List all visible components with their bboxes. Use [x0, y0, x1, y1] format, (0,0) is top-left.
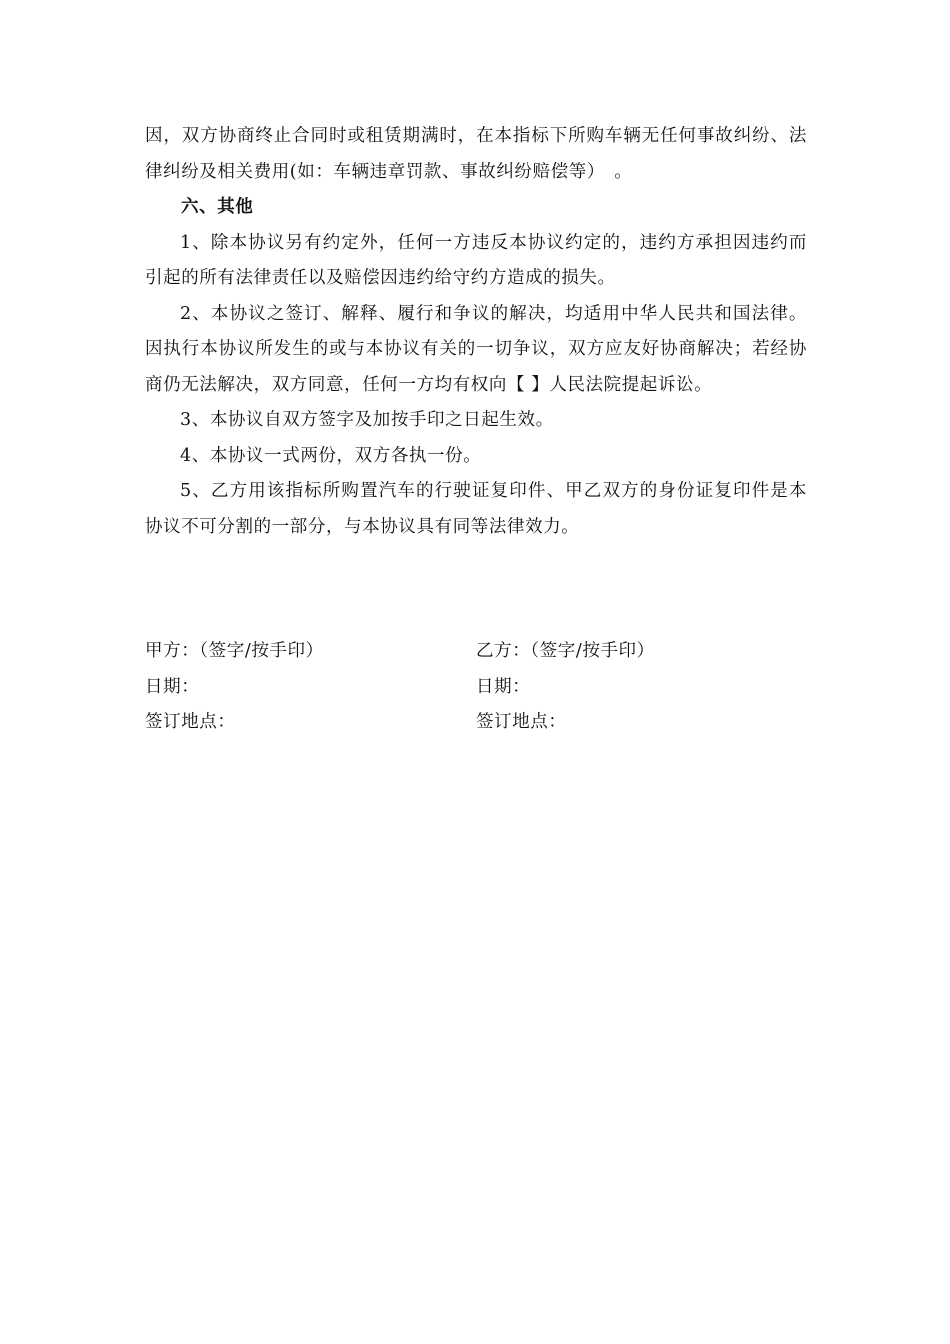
party-a-date-label: 日期： — [145, 676, 200, 697]
clause-2: 2、本协议之签订、解释、履行和争议的解决，均适用中华人民共和国法律。因执行本协议所发生的或与本协议有关的一切争议，双方应友好协商解决；若经协商仍无法解决，双方同意，任何一方均有权向【 】人民法院提起诉讼。 — [145, 303, 807, 395]
clause-4: 4、本协议一式两份，双方各执一份。 — [180, 445, 482, 466]
signature-row-date — [145, 670, 807, 706]
signature-block — [145, 634, 807, 741]
party-b-date-label: 日期： — [476, 676, 531, 697]
signature-row-party — [145, 634, 807, 670]
clause-5: 5、乙方用该指标所购置汽车的行驶证复印件、甲乙双方的身份证复印件是本协议不可分割的一部分，与本协议具有同等法律效力。 — [145, 481, 807, 537]
signature-row-place — [145, 705, 807, 741]
party-a-place-label: 签订地点： — [145, 712, 236, 732]
clause-3: 3、本协议自双方签字及加按手印之日起生效。 — [180, 410, 554, 430]
party-a-label: 甲方：（签字/按手印） — [145, 641, 324, 661]
clause-1: 1、除本协议另有约定外，任何一方违反本协议约定的，违约方承担因违约而引起的所有法律责任以及赔偿因违约给守约方造成的损失。 — [145, 232, 807, 288]
document-body — [145, 119, 807, 545]
section-heading: 六、其他 — [181, 197, 254, 217]
party-b-label: 乙方：（签字/按手印） — [476, 641, 655, 661]
continuation-paragraph: 因，双方协商终止合同时或租赁期满时，在本指标下所购车辆无任何事故纠纷、法律纠纷及相关费用(如：车辆违章罚款、事故纠纷赔偿等） 。 — [145, 126, 807, 182]
party-b-place-label: 签订地点： — [476, 712, 567, 732]
